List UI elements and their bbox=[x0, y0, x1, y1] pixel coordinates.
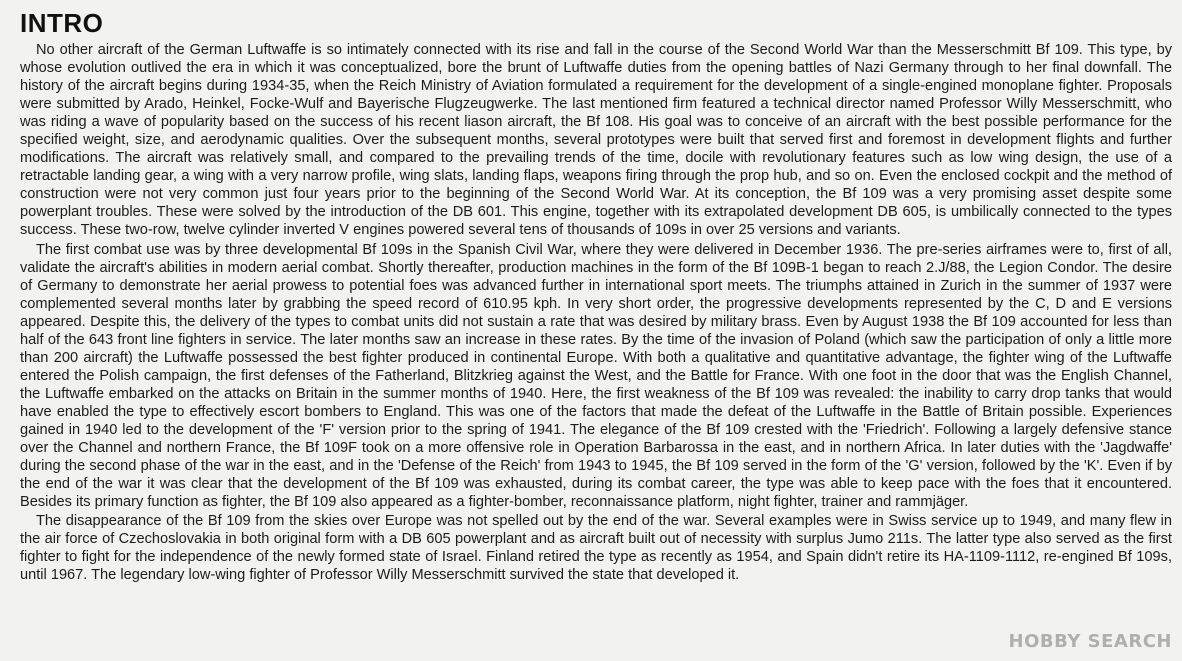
watermark-logo: HOBBY SEARCH bbox=[1008, 631, 1172, 652]
paragraph-2: The first combat use was by three developmental Bf 109s in the Spanish Civil War, where they were delivered in December 1936. The pre-series airframes were to, first of all, validate the aircraft's abilities in modern aerial combat. Shortly thereafter, production machines in the form of the Bf 109B-1 began to reach 2.J/88, the Legion Condor. The desire of Germany to demonstrate her aerial prowess to potential foes was advanced further in international sport meets. The triumphs attained in Zurich in the summer of 1937 were complemented several months later by grabbing the speed record of 610.95 kph. In very short order, the progressive developments represented by the C, D and E versions appeared. Despite this, the delivery of the types to combat units did not sustain a rate that was desired by military brass. Even by August 1938 the Bf 109 accounted for less than half of the 643 front line fighters in service. The later months saw an increase in these rates. By the time of the invasion of Poland (which saw the participation of only a little more than 200 aircraft) the Luftwaffe possessed the best fighter produced in continental Europe. With both a qualitative and quantitative advantage, the fighter wing of the Luftwaffe entered the Polish campaign, the first defenses of the Fatherland, Blitzkrieg against the West, and the Battle for France. With one foot in the door that was the English Channel, the Luftwaffe embarked on the attacks on Britain in the summer months of 1940. Here, the first weakness of the Bf 109 was revealed: the inability to carry drop tanks that would have enabled the type to effectively escort bombers to England. This was one of the factors that made the defeat of the Luftwaffe in the Battle of Britain possible. Experiences gained in 1940 led to the development of the 'F' version prior to the spring of 1941. The elegance of the Bf 109 crested with the 'Friedrich'. Following a largely defensive stance over the Channel and northern France, the Bf 109F took on a more offensive role in Operation Barbarossa in the east, and in northern Africa. In later duties with the 'Jagdwaffe' during the second phase of the war in the east, and in the 'Defense of the Reich' from 1943 to 1945, the Bf 109 served in the form of the 'G' version, followed by the 'K'. Even if by the end of the war it was clear that the development of the Bf 109 was exhausted, during its combat career, the type was able to keep pace with the foes that it encountered. Besides its primary function as fighter, the Bf 109 also appeared as a fighter-bomber, reconnaissance platform, night fighter, trainer and rammjäger. bbox=[20, 241, 1172, 511]
paragraph-1: No other aircraft of the German Luftwaffe is so intimately connected with its rise and fall in the course of the Second World War than the Messerschmitt Bf 109. This type, by whose evolution outlived the era in which it was conceptualized, bore the brunt of Luftwaffe duties from the opening battles of Nazi Germany through to her final downfall. The history of the aircraft begins during 1934-35, when the Reich Ministry of Aviation formulated a requirement for the development of a single-engined monoplane fighter. Proposals were submitted by Arado, Heinkel, Focke-Wulf and Bayerische Flugzeugwerke. The last mentioned firm featured a technical director named Professor Willy Messerschmitt, who was riding a wave of popularity based on the success of his recent liason aircraft, the Bf 108. His goal was to conceive of an aircraft with the best possible performance for the specified weight, size, and aerodynamic qualities. Over the subsequent months, several prototypes were built that served first and foremost in development flights and further modifications. The aircraft was relatively small, and compared to the prevailing trends of the time, docile with revolutionary features such as low wing design, the use of a retractable landing gear, a wing with a very narrow profile, wing slats, landing flaps, weapons firing through the prop hub, and so on. Even the enclosed cockpit and the method of construction were not very common just four years prior to the beginning of the Second World War. At its conception, the Bf 109 was a very promising asset despite some powerplant troubles. These were solved by the introduction of the DB 601. This engine, together with its extrapolated development DB 605, is umbilically connected to the types success. These two-row, twelve cylinder inverted V engines powered several tens of thousands of 109s in over 25 versions and variants. bbox=[20, 42, 1172, 239]
body-text bbox=[20, 41, 1172, 585]
section-heading: INTRO bbox=[20, 8, 104, 38]
paragraph-3: The disappearance of the Bf 109 from the skies over Europe was not spelled out by the end of the war. Several examples were in Swiss service up to 1949, and many flew in the air force of Czechoslovakia in both original form with a DB 605 powerplant and as aircraft built out of necessity with surplus Jumo 211s. The latter type also served as the first fighter to fight for the independence of the newly formed state of Israel. Finland retired the type as recently as 1954, and Spain didn't retire its HA-1109-1112, re-engined Bf 109s, until 1967. The legendary low-wing fighter of Professor Willy Messerschmitt survived the state that developed it. bbox=[20, 513, 1172, 584]
